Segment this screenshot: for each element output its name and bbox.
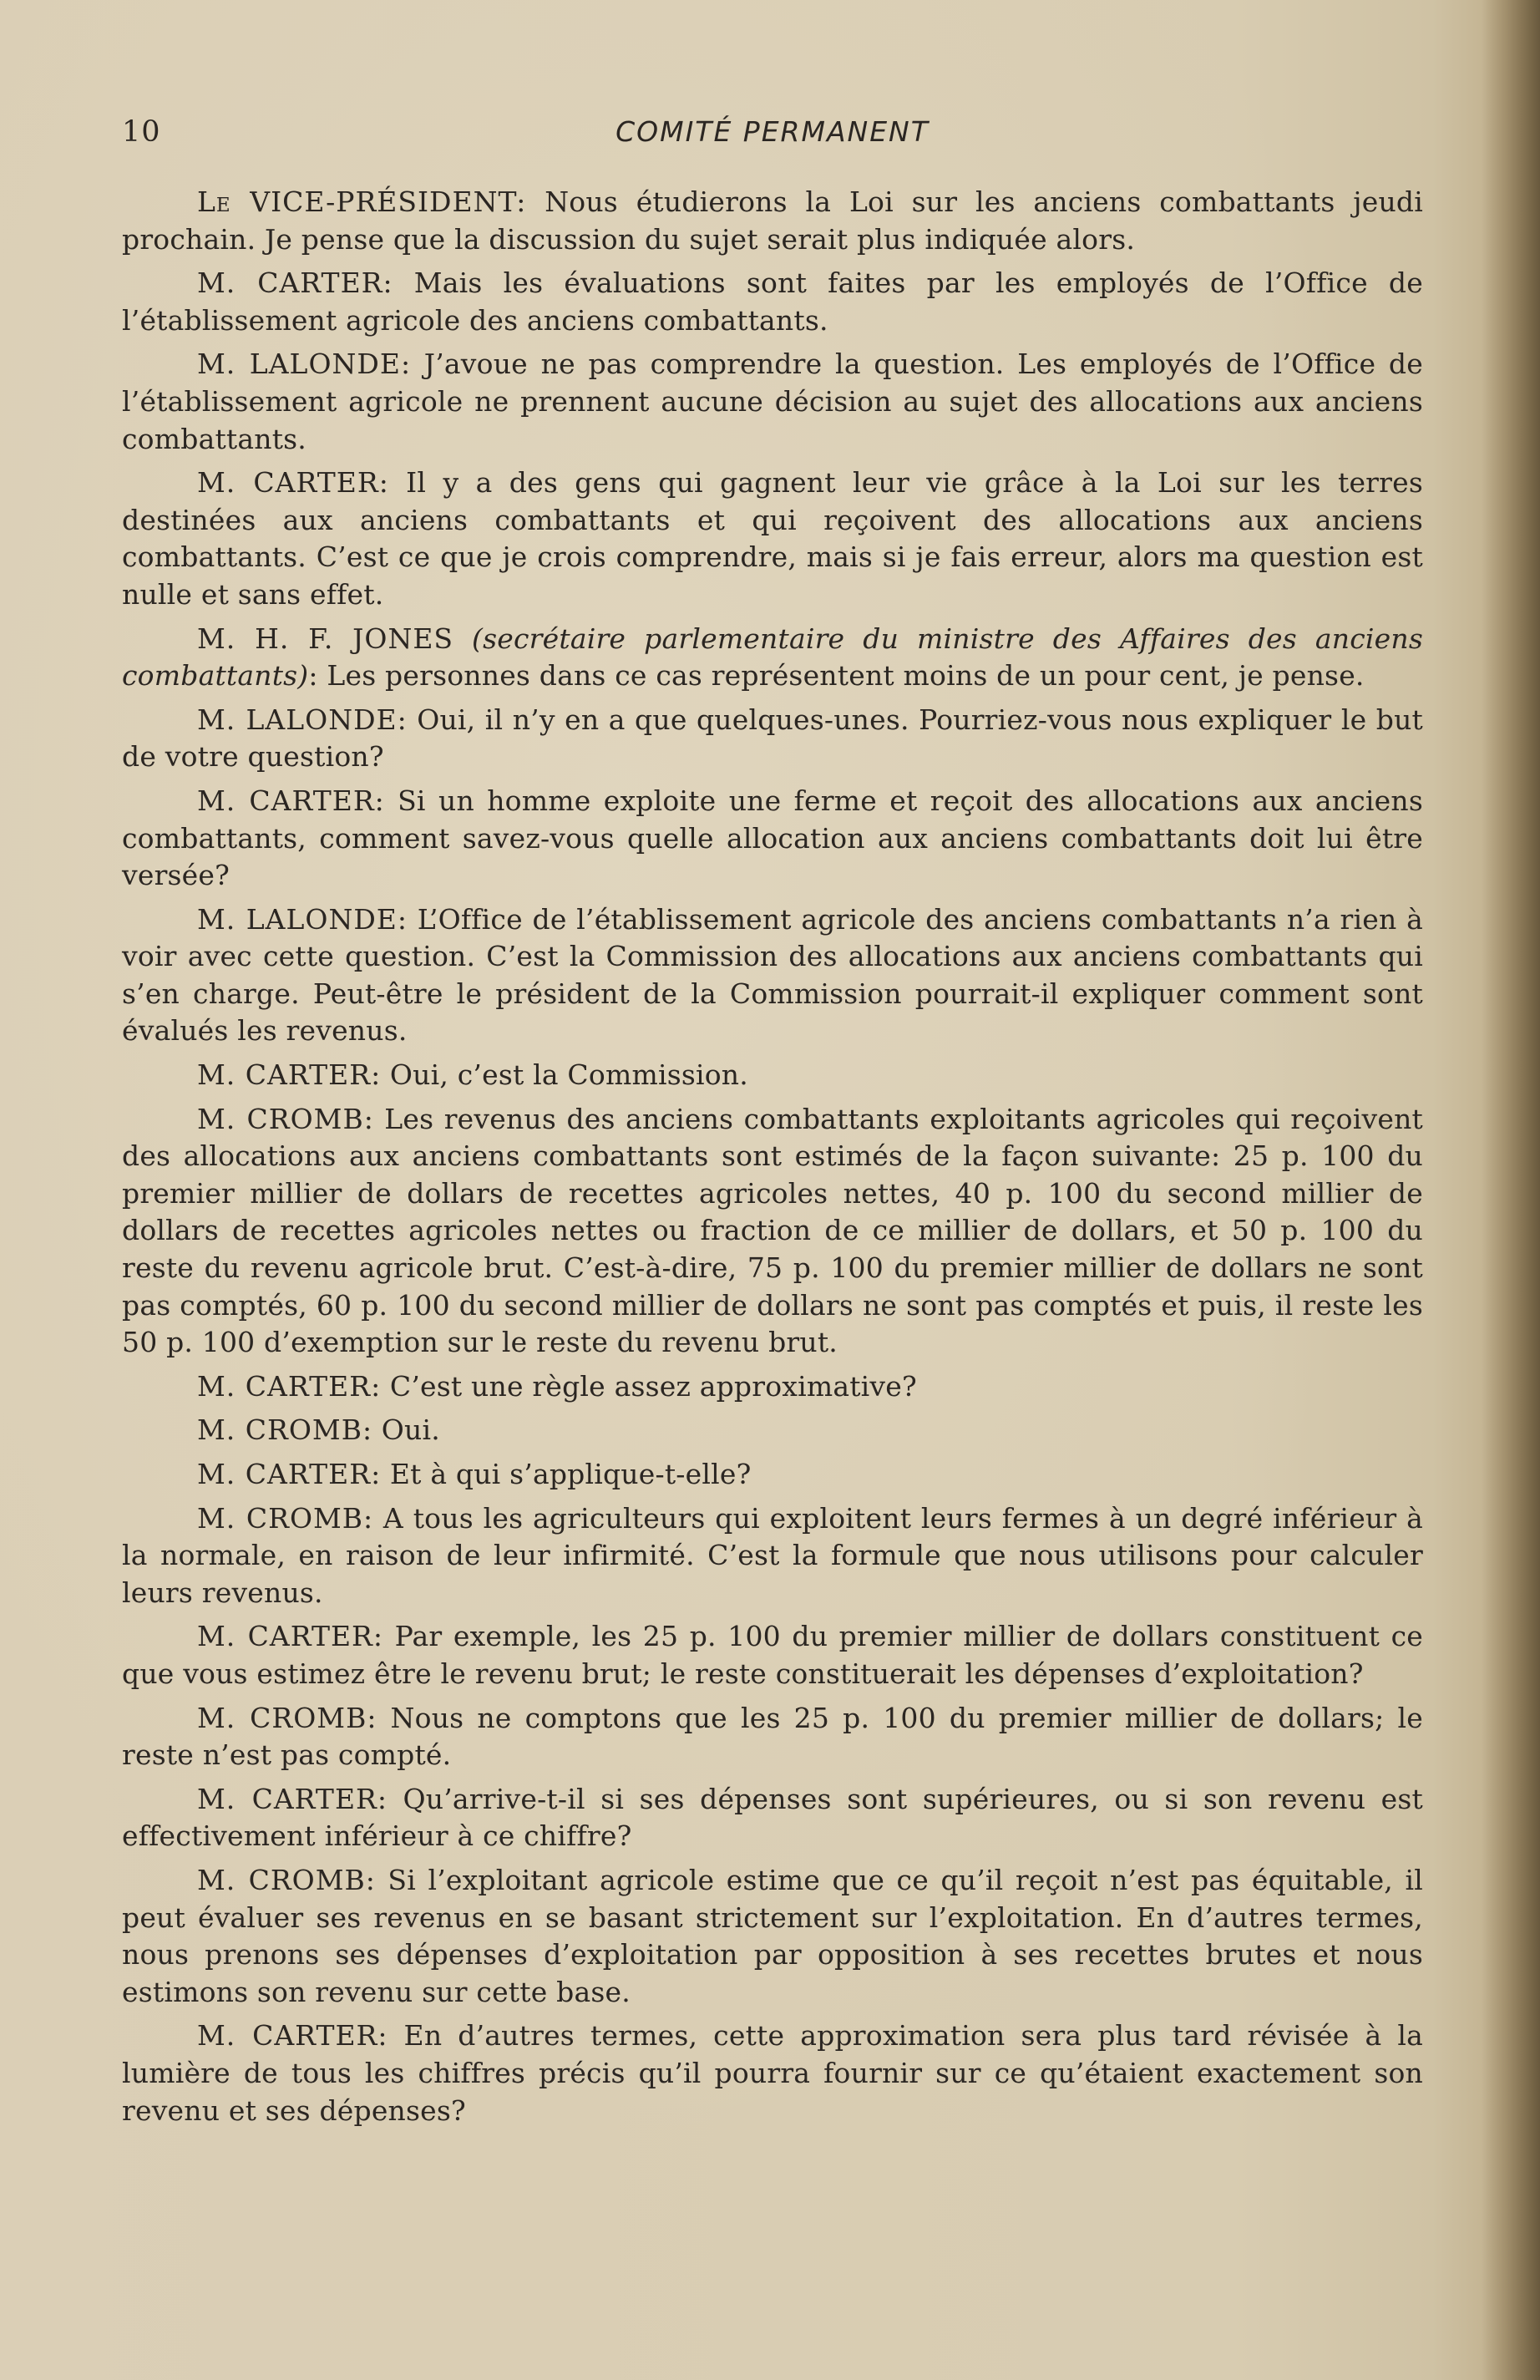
paragraph-text: Nous ne comptons que les 25 p. 100 du premier millier de dollars; le reste n’est pas compté. <box>122 1701 1423 1772</box>
paragraph <box>122 346 1423 458</box>
speaker-name: M. CARTER: <box>197 466 389 500</box>
paragraph-text: : Les personnes dans ce cas représentent moins de un pour cent, je pense. <box>308 659 1365 693</box>
speaker-name: M. CROMB: <box>197 1413 373 1447</box>
transcript-body <box>122 184 1423 2136</box>
paragraph-text: Mais les évaluations sont faites par les employés de l’Office de l’établissement agricole des anciens combattants. <box>122 266 1423 337</box>
paragraph-text: Oui. <box>381 1413 440 1447</box>
paragraph-text: Oui, il n’y en a que quelques-unes. Pourriez-vous nous expliquer le but de votre question? <box>122 703 1423 774</box>
speaker-role: (secrétaire parlementaire du ministre des Affaires des anciens combattants) <box>122 622 1423 693</box>
paragraph <box>122 621 1423 695</box>
paragraph-text: En d’autres termes, cette approximation sera plus tard révisée à la lumière de tous les chiffres précis qu’il pourra fournir sur ce qu’étaient exactement son revenu et ses dépenses? <box>122 2019 1423 2127</box>
paragraph-text: Et à qui s’applique-t-elle? <box>389 1458 752 1490</box>
book-spine-shadow <box>1482 0 1540 2380</box>
paragraph-text: Si un homme exploite une ferme et reçoit des allocations aux anciens combattants, comment savez-vous quelle allocation aux anciens combattants doit lui être versée? <box>122 784 1423 892</box>
page-header <box>122 107 1423 157</box>
paragraph-text: Nous étudierons la Loi sur les anciens combattants jeudi prochain. Je pense que la discussion du sujet serait plus indiquée alors. <box>122 185 1423 256</box>
page-number: 10 <box>122 115 161 149</box>
speaker-name: M. CARTER: <box>197 266 393 300</box>
paragraph-text: Par exemple, les 25 p. 100 du premier millier de dollars constituent ce que vous estimez être le revenu brut; le reste constituerait les dépenses d’exploitation? <box>122 1620 1423 1690</box>
paragraph <box>122 1618 1423 1692</box>
speaker-name: M. CARTER: <box>197 784 385 817</box>
speaker-name: M. CROMB: <box>197 1701 377 1734</box>
speaker-name: M. CROMB: <box>197 1501 374 1535</box>
paragraph <box>122 1057 1423 1094</box>
speaker-name: M. LALONDE: <box>197 703 408 736</box>
paragraph-text: Oui, c’est la Commission. <box>389 1058 748 1092</box>
speaker-name: M. CARTER: <box>197 2019 388 2053</box>
paragraph <box>122 1456 1423 1494</box>
speaker-name: M. CARTER: <box>197 1458 382 1490</box>
paragraph-text: L’Office de l’établissement agricole des anciens combattants n’a rien à voir avec cette question. C’est la Commission des allocations aux anciens combattants qui s’en charge. Peut-être le président de la Commission pourrait-il expliquer comment sont évalués les revenus. <box>122 902 1423 1048</box>
paragraph-text: Les revenus des anciens combattants exploitants agricoles qui reçoivent des allocations aux anciens combattants sont estimés de la façon suivante: 25 p. 100 du premier millier de dollars de recettes agricoles nettes, 40 p. 100 du second millier de dollars de recettes agricoles nettes ou fraction de ce millier de dollars, et 50 p. 100 du reste du revenu agricole brut. C’est-à-dire, 75 p. 100 du premier millier de dollars ne sont pas comptés, 60 p. 100 du second millier de dollars ne sont pas comptés et puis, il reste les 50 p. 100 d’exemption sur le reste du revenu brut. <box>122 1102 1423 1359</box>
paragraph <box>122 1781 1423 1855</box>
paragraph <box>122 1412 1423 1449</box>
paragraph-text: Il y a des gens qui gagnent leur vie grâce à la Loi sur les terres destinées aux anciens combattants et qui reçoivent des allocations aux anciens combattants. C’est ce que je crois comprendre, mais si je fais erreur, alors ma question est nulle et sans effet. <box>122 466 1423 611</box>
speaker-name: M. H. F. JONES <box>197 622 454 655</box>
paragraph <box>122 1101 1423 1362</box>
running-title: COMITÉ PERMANENT <box>615 115 930 148</box>
paragraph-text: C’est une règle assez approximative? <box>389 1369 917 1403</box>
paragraph <box>122 1700 1423 1774</box>
speaker-name: M. CARTER: <box>197 1620 384 1653</box>
paragraph <box>122 1862 1423 2011</box>
paragraph <box>122 783 1423 895</box>
paragraph-text: Si l’exploitant agricole estime que ce qu’il reçoit n’est pas équitable, il peut évaluer ses revenus en se basant strictement sur l’exploitation. En d’autres termes, nous prenons ses dépenses d’exploitation par opposition à ses recettes brutes et nous estimons son revenu sur cette base. <box>122 1863 1423 2008</box>
speaker-name: M. CROMB: <box>197 1102 374 1135</box>
paragraph-text: Qu’arrive-t-il si ses dépenses sont supérieures, ou si son revenu est effectivement inférieur à ce chiffre? <box>122 1782 1423 1853</box>
speaker-name: M. CROMB: <box>197 1863 376 1896</box>
speaker-name: M. CARTER: <box>197 1782 388 1815</box>
paragraph <box>122 702 1423 776</box>
paragraph <box>122 2017 1423 2129</box>
speaker-name: M. CARTER: <box>197 1369 382 1403</box>
paragraph <box>122 1500 1423 1612</box>
speaker-name: Le VICE-PRÉSIDENT: <box>197 185 527 218</box>
paragraph <box>122 184 1423 258</box>
speaker-name: M. LALONDE: <box>197 902 408 936</box>
paragraph <box>122 265 1423 339</box>
speaker-name: M. CARTER: <box>197 1058 382 1092</box>
paragraph <box>122 464 1423 613</box>
paragraph <box>122 1368 1423 1406</box>
paragraph-text: A tous les agriculteurs qui exploitent leurs fermes à un degré inférieur à la normale, en raison de leur infirmité. C’est la formule que nous utilisons pour calculer leurs revenus. <box>122 1501 1423 1609</box>
paragraph <box>122 901 1423 1050</box>
paragraph-text: J’avoue ne pas comprendre la question. Les employés de l’Office de l’établissement agricole ne prennent aucune décision au sujet des allocations aux anciens combattants. <box>122 348 1423 455</box>
speaker-name: M. LALONDE: <box>197 348 412 381</box>
